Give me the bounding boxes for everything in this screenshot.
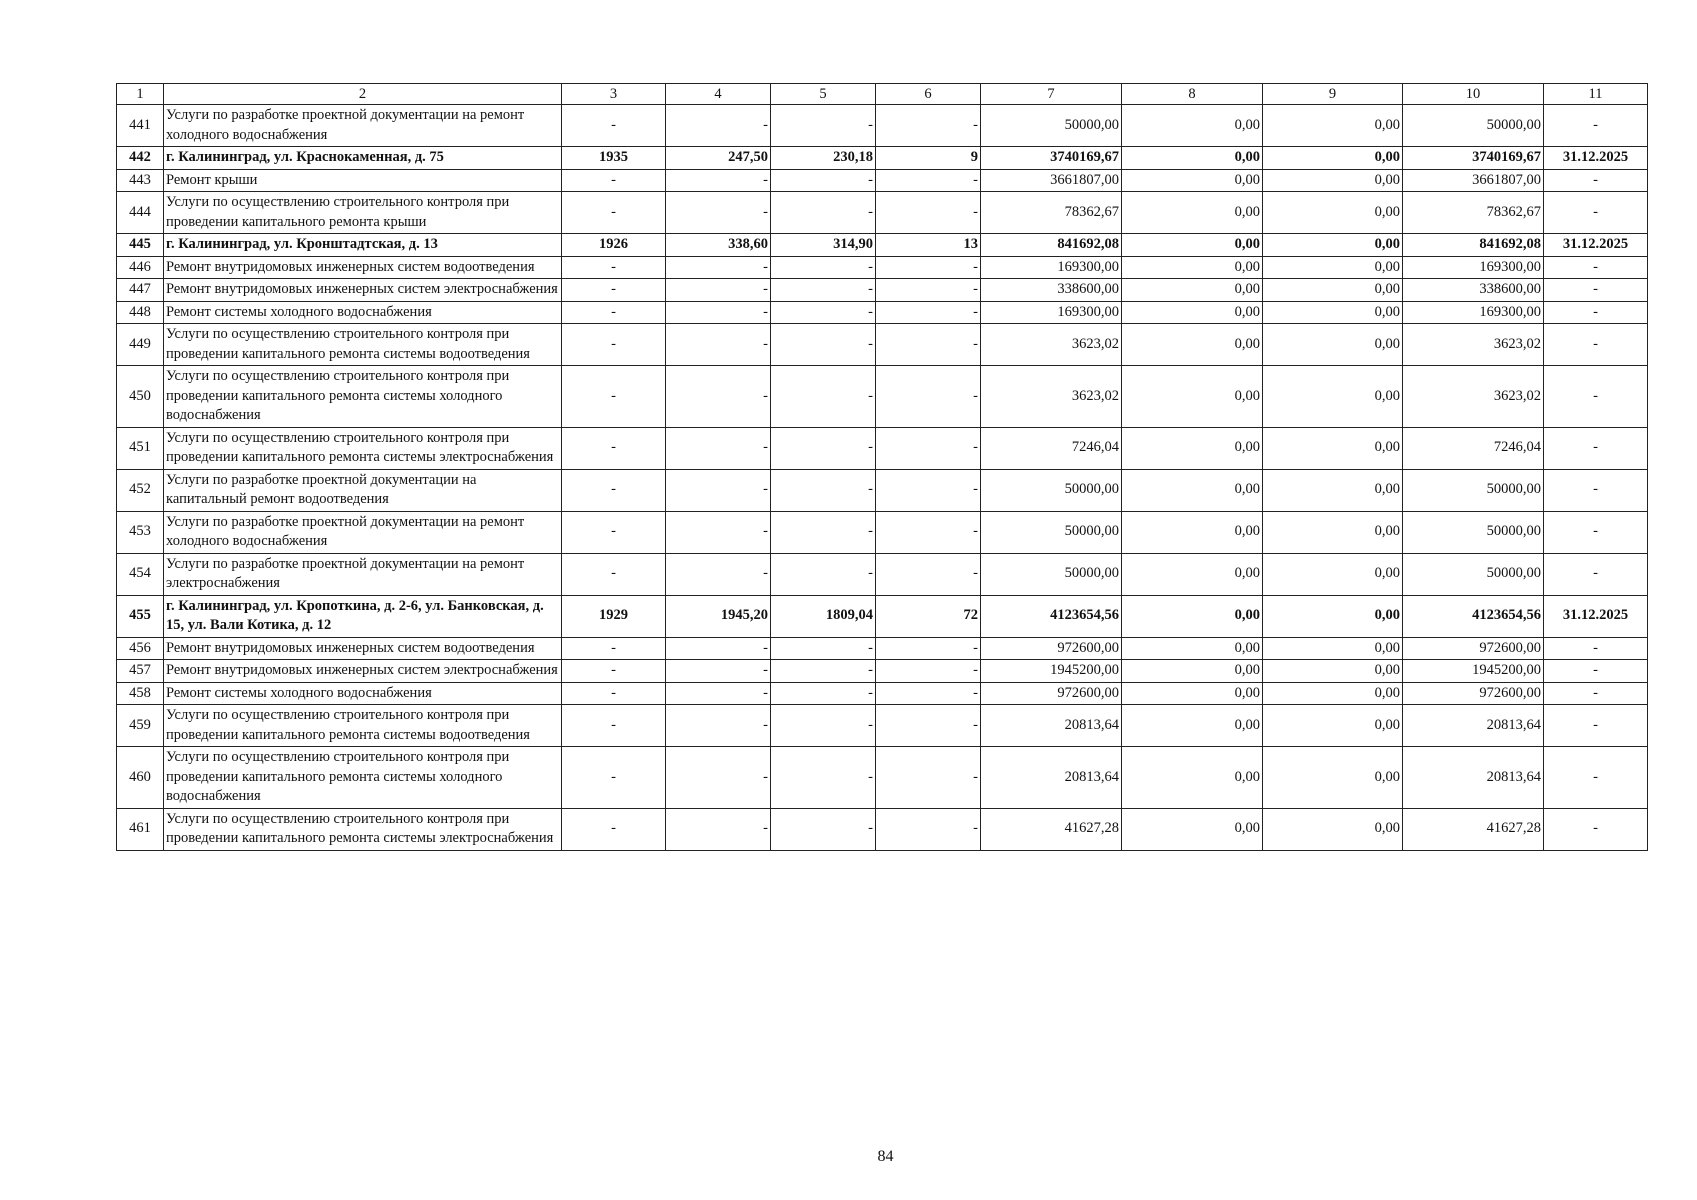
column-header: 11: [1544, 84, 1648, 105]
living-area-cell: -: [771, 808, 876, 850]
other-cost-cell: 0,00: [1263, 324, 1403, 366]
total-cost-cell: 50000,00: [981, 105, 1122, 147]
residents-cell: -: [876, 256, 981, 279]
residents-cell: -: [876, 469, 981, 511]
work-description-cell: Услуги по разработке проектной документации на ремонт холодного водоснабжения: [164, 105, 562, 147]
living-area-cell: -: [771, 427, 876, 469]
year-cell: -: [562, 808, 666, 850]
work-description-cell: Ремонт внутридомовых инженерных систем водоотведения: [164, 256, 562, 279]
year-cell: -: [562, 192, 666, 234]
fund-cost-cell: 0,00: [1122, 324, 1263, 366]
fund-cost-cell: 0,00: [1122, 234, 1263, 257]
year-cell: -: [562, 301, 666, 324]
deadline-cell: -: [1544, 105, 1648, 147]
total-area-cell: -: [666, 469, 771, 511]
fund-cost-cell: 0,00: [1122, 660, 1263, 683]
total-area-cell: -: [666, 808, 771, 850]
other-cost-cell: 0,00: [1263, 105, 1403, 147]
total-cost-cell: 7246,04: [981, 427, 1122, 469]
row-number-cell: 455: [117, 595, 164, 637]
row-number-cell: 443: [117, 169, 164, 192]
work-row: [117, 660, 1648, 683]
total-cost-cell: 1945200,00: [981, 660, 1122, 683]
year-cell: -: [562, 637, 666, 660]
deadline-cell: -: [1544, 808, 1648, 850]
owner-cost-cell: 50000,00: [1403, 469, 1544, 511]
deadline-cell: -: [1544, 169, 1648, 192]
other-cost-cell: 0,00: [1263, 660, 1403, 683]
work-description-cell: Ремонт системы холодного водоснабжения: [164, 301, 562, 324]
work-row: [117, 747, 1648, 809]
total-area-cell: -: [666, 192, 771, 234]
total-area-cell: 1945,20: [666, 595, 771, 637]
row-number-cell: 459: [117, 705, 164, 747]
column-header: 3: [562, 84, 666, 105]
owner-cost-cell: 7246,04: [1403, 427, 1544, 469]
work-description-cell: Услуги по осуществлению строительного контроля при проведении капитального ремонта системы электроснабжения: [164, 808, 562, 850]
work-description-cell: Услуги по осуществлению строительного контроля при проведении капитального ремонта системы водоотведения: [164, 705, 562, 747]
owner-cost-cell: 50000,00: [1403, 105, 1544, 147]
residents-cell: 9: [876, 147, 981, 170]
work-description-cell: Услуги по разработке проектной документации на ремонт электроснабжения: [164, 553, 562, 595]
total-cost-cell: 78362,67: [981, 192, 1122, 234]
year-cell: -: [562, 511, 666, 553]
living-area-cell: -: [771, 105, 876, 147]
row-number-cell: 460: [117, 747, 164, 809]
residents-cell: -: [876, 747, 981, 809]
column-header: 4: [666, 84, 771, 105]
repair-schedule-table: [116, 83, 1648, 851]
owner-cost-cell: 20813,64: [1403, 705, 1544, 747]
living-area-cell: -: [771, 637, 876, 660]
row-number-cell: 449: [117, 324, 164, 366]
total-cost-cell: 972600,00: [981, 682, 1122, 705]
deadline-cell: 31.12.2025: [1544, 595, 1648, 637]
row-number-cell: 456: [117, 637, 164, 660]
total-area-cell: -: [666, 705, 771, 747]
living-area-cell: -: [771, 256, 876, 279]
living-area-cell: -: [771, 192, 876, 234]
living-area-cell: -: [771, 660, 876, 683]
owner-cost-cell: 1945200,00: [1403, 660, 1544, 683]
work-row: [117, 469, 1648, 511]
residents-cell: -: [876, 660, 981, 683]
owner-cost-cell: 50000,00: [1403, 553, 1544, 595]
row-number-cell: 445: [117, 234, 164, 257]
row-number-cell: 448: [117, 301, 164, 324]
total-cost-cell: 972600,00: [981, 637, 1122, 660]
other-cost-cell: 0,00: [1263, 637, 1403, 660]
deadline-cell: 31.12.2025: [1544, 234, 1648, 257]
deadline-cell: -: [1544, 256, 1648, 279]
deadline-cell: -: [1544, 324, 1648, 366]
total-area-cell: -: [666, 256, 771, 279]
row-number-cell: 454: [117, 553, 164, 595]
residents-cell: -: [876, 279, 981, 302]
row-number-cell: 446: [117, 256, 164, 279]
work-description-cell: Услуги по осуществлению строительного контроля при проведении капитального ремонта системы электроснабжения: [164, 427, 562, 469]
fund-cost-cell: 0,00: [1122, 469, 1263, 511]
column-header: 7: [981, 84, 1122, 105]
year-cell: -: [562, 705, 666, 747]
total-area-cell: 338,60: [666, 234, 771, 257]
fund-cost-cell: 0,00: [1122, 808, 1263, 850]
living-area-cell: -: [771, 705, 876, 747]
total-cost-cell: 50000,00: [981, 469, 1122, 511]
deadline-cell: -: [1544, 301, 1648, 324]
residents-cell: -: [876, 169, 981, 192]
total-area-cell: -: [666, 660, 771, 683]
work-description-cell: Услуги по разработке проектной документации на ремонт холодного водоснабжения: [164, 511, 562, 553]
other-cost-cell: 0,00: [1263, 301, 1403, 324]
total-cost-cell: 4123654,56: [981, 595, 1122, 637]
column-header: 9: [1263, 84, 1403, 105]
other-cost-cell: 0,00: [1263, 747, 1403, 809]
total-area-cell: -: [666, 169, 771, 192]
living-area-cell: -: [771, 511, 876, 553]
year-cell: -: [562, 427, 666, 469]
work-description-cell: Услуги по разработке проектной документации на капитальный ремонт водоотведения: [164, 469, 562, 511]
residents-cell: -: [876, 301, 981, 324]
total-cost-cell: 50000,00: [981, 511, 1122, 553]
total-cost-cell: 3623,02: [981, 324, 1122, 366]
total-cost-cell: 3623,02: [981, 366, 1122, 428]
work-description-cell: Ремонт системы холодного водоснабжения: [164, 682, 562, 705]
owner-cost-cell: 20813,64: [1403, 747, 1544, 809]
other-cost-cell: 0,00: [1263, 192, 1403, 234]
total-area-cell: -: [666, 279, 771, 302]
total-area-cell: -: [666, 553, 771, 595]
year-cell: -: [562, 256, 666, 279]
owner-cost-cell: 50000,00: [1403, 511, 1544, 553]
table-body: [117, 84, 1648, 851]
residents-cell: -: [876, 553, 981, 595]
work-description-cell: Услуги по осуществлению строительного контроля при проведении капитального ремонта системы холодного водоснабжения: [164, 366, 562, 428]
other-cost-cell: 0,00: [1263, 595, 1403, 637]
column-header: 8: [1122, 84, 1263, 105]
total-area-cell: -: [666, 511, 771, 553]
fund-cost-cell: 0,00: [1122, 192, 1263, 234]
work-row: [117, 553, 1648, 595]
year-cell: -: [562, 279, 666, 302]
work-row: [117, 427, 1648, 469]
fund-cost-cell: 0,00: [1122, 279, 1263, 302]
total-area-cell: -: [666, 324, 771, 366]
year-cell: -: [562, 169, 666, 192]
fund-cost-cell: 0,00: [1122, 366, 1263, 428]
total-cost-cell: 41627,28: [981, 808, 1122, 850]
deadline-cell: -: [1544, 511, 1648, 553]
total-cost-cell: 50000,00: [981, 553, 1122, 595]
other-cost-cell: 0,00: [1263, 366, 1403, 428]
row-number-cell: 452: [117, 469, 164, 511]
work-description-cell: Услуги по осуществлению строительного контроля при проведении капитального ремонта крыши: [164, 192, 562, 234]
fund-cost-cell: 0,00: [1122, 147, 1263, 170]
work-description-cell: г. Калининград, ул. Краснокаменная, д. 75: [164, 147, 562, 170]
other-cost-cell: 0,00: [1263, 705, 1403, 747]
column-header: 6: [876, 84, 981, 105]
other-cost-cell: 0,00: [1263, 682, 1403, 705]
total-cost-cell: 3661807,00: [981, 169, 1122, 192]
year-cell: -: [562, 660, 666, 683]
other-cost-cell: 0,00: [1263, 469, 1403, 511]
owner-cost-cell: 841692,08: [1403, 234, 1544, 257]
work-description-cell: Ремонт внутридомовых инженерных систем водоотведения: [164, 637, 562, 660]
residents-cell: -: [876, 808, 981, 850]
living-area-cell: -: [771, 169, 876, 192]
residents-cell: -: [876, 427, 981, 469]
work-row: [117, 301, 1648, 324]
other-cost-cell: 0,00: [1263, 553, 1403, 595]
row-number-cell: 442: [117, 147, 164, 170]
address-row: [117, 595, 1648, 637]
year-cell: -: [562, 747, 666, 809]
row-number-cell: 444: [117, 192, 164, 234]
total-area-cell: 247,50: [666, 147, 771, 170]
owner-cost-cell: 972600,00: [1403, 682, 1544, 705]
total-cost-cell: 3740169,67: [981, 147, 1122, 170]
total-area-cell: -: [666, 105, 771, 147]
other-cost-cell: 0,00: [1263, 511, 1403, 553]
row-number-cell: 447: [117, 279, 164, 302]
year-cell: -: [562, 682, 666, 705]
living-area-cell: -: [771, 747, 876, 809]
owner-cost-cell: 78362,67: [1403, 192, 1544, 234]
column-header: 1: [117, 84, 164, 105]
total-cost-cell: 169300,00: [981, 301, 1122, 324]
work-description-cell: Ремонт внутридомовых инженерных систем электроснабжения: [164, 279, 562, 302]
row-number-cell: 451: [117, 427, 164, 469]
year-cell: -: [562, 469, 666, 511]
total-area-cell: -: [666, 747, 771, 809]
work-row: [117, 682, 1648, 705]
work-row: [117, 256, 1648, 279]
other-cost-cell: 0,00: [1263, 427, 1403, 469]
total-cost-cell: 20813,64: [981, 747, 1122, 809]
other-cost-cell: 0,00: [1263, 169, 1403, 192]
work-row: [117, 808, 1648, 850]
fund-cost-cell: 0,00: [1122, 682, 1263, 705]
total-area-cell: -: [666, 682, 771, 705]
deadline-cell: -: [1544, 469, 1648, 511]
work-row: [117, 511, 1648, 553]
deadline-cell: -: [1544, 660, 1648, 683]
row-number-cell: 441: [117, 105, 164, 147]
residents-cell: -: [876, 324, 981, 366]
owner-cost-cell: 3740169,67: [1403, 147, 1544, 170]
residents-cell: -: [876, 682, 981, 705]
column-header: 2: [164, 84, 562, 105]
deadline-cell: -: [1544, 366, 1648, 428]
owner-cost-cell: 169300,00: [1403, 301, 1544, 324]
address-row: [117, 147, 1648, 170]
owner-cost-cell: 972600,00: [1403, 637, 1544, 660]
fund-cost-cell: 0,00: [1122, 553, 1263, 595]
fund-cost-cell: 0,00: [1122, 705, 1263, 747]
owner-cost-cell: 169300,00: [1403, 256, 1544, 279]
living-area-cell: 1809,04: [771, 595, 876, 637]
work-row: [117, 105, 1648, 147]
work-row: [117, 705, 1648, 747]
living-area-cell: 230,18: [771, 147, 876, 170]
total-cost-cell: 169300,00: [981, 256, 1122, 279]
owner-cost-cell: 3623,02: [1403, 366, 1544, 428]
other-cost-cell: 0,00: [1263, 808, 1403, 850]
deadline-cell: -: [1544, 192, 1648, 234]
fund-cost-cell: 0,00: [1122, 301, 1263, 324]
row-number-cell: 450: [117, 366, 164, 428]
total-cost-cell: 20813,64: [981, 705, 1122, 747]
work-row: [117, 169, 1648, 192]
address-row: [117, 234, 1648, 257]
total-area-cell: -: [666, 301, 771, 324]
deadline-cell: -: [1544, 705, 1648, 747]
column-header: 5: [771, 84, 876, 105]
work-description-cell: Услуги по осуществлению строительного контроля при проведении капитального ремонта системы водоотведения: [164, 324, 562, 366]
owner-cost-cell: 3661807,00: [1403, 169, 1544, 192]
living-area-cell: -: [771, 279, 876, 302]
page-number: 84: [877, 1148, 894, 1165]
living-area-cell: -: [771, 682, 876, 705]
living-area-cell: -: [771, 469, 876, 511]
fund-cost-cell: 0,00: [1122, 256, 1263, 279]
work-row: [117, 192, 1648, 234]
deadline-cell: -: [1544, 682, 1648, 705]
total-area-cell: -: [666, 637, 771, 660]
residents-cell: 13: [876, 234, 981, 257]
residents-cell: -: [876, 511, 981, 553]
deadline-cell: -: [1544, 279, 1648, 302]
work-row: [117, 366, 1648, 428]
fund-cost-cell: 0,00: [1122, 511, 1263, 553]
owner-cost-cell: 3623,02: [1403, 324, 1544, 366]
fund-cost-cell: 0,00: [1122, 169, 1263, 192]
column-header: 10: [1403, 84, 1544, 105]
row-number-cell: 458: [117, 682, 164, 705]
work-description-cell: Ремонт внутридомовых инженерных систем электроснабжения: [164, 660, 562, 683]
row-number-cell: 453: [117, 511, 164, 553]
fund-cost-cell: 0,00: [1122, 427, 1263, 469]
residents-cell: -: [876, 705, 981, 747]
owner-cost-cell: 4123654,56: [1403, 595, 1544, 637]
deadline-cell: -: [1544, 637, 1648, 660]
residents-cell: 72: [876, 595, 981, 637]
total-area-cell: -: [666, 427, 771, 469]
work-description-cell: Услуги по осуществлению строительного контроля при проведении капитального ремонта системы холодного водоснабжения: [164, 747, 562, 809]
residents-cell: -: [876, 105, 981, 147]
year-cell: 1926: [562, 234, 666, 257]
living-area-cell: -: [771, 366, 876, 428]
year-cell: -: [562, 324, 666, 366]
living-area-cell: -: [771, 301, 876, 324]
total-cost-cell: 338600,00: [981, 279, 1122, 302]
deadline-cell: -: [1544, 427, 1648, 469]
column-number-row: [117, 84, 1648, 105]
living-area-cell: 314,90: [771, 234, 876, 257]
deadline-cell: -: [1544, 553, 1648, 595]
owner-cost-cell: 41627,28: [1403, 808, 1544, 850]
living-area-cell: -: [771, 324, 876, 366]
residents-cell: -: [876, 192, 981, 234]
owner-cost-cell: 338600,00: [1403, 279, 1544, 302]
residents-cell: -: [876, 366, 981, 428]
fund-cost-cell: 0,00: [1122, 105, 1263, 147]
work-description-cell: г. Калининград, ул. Кропоткина, д. 2-6, ул. Банковская, д. 15, ул. Вали Котика, д. 12: [164, 595, 562, 637]
row-number-cell: 457: [117, 660, 164, 683]
year-cell: -: [562, 105, 666, 147]
total-area-cell: -: [666, 366, 771, 428]
year-cell: 1935: [562, 147, 666, 170]
year-cell: -: [562, 366, 666, 428]
year-cell: -: [562, 553, 666, 595]
deadline-cell: -: [1544, 747, 1648, 809]
work-row: [117, 324, 1648, 366]
other-cost-cell: 0,00: [1263, 256, 1403, 279]
work-row: [117, 279, 1648, 302]
total-cost-cell: 841692,08: [981, 234, 1122, 257]
living-area-cell: -: [771, 553, 876, 595]
fund-cost-cell: 0,00: [1122, 637, 1263, 660]
work-row: [117, 637, 1648, 660]
residents-cell: -: [876, 637, 981, 660]
other-cost-cell: 0,00: [1263, 147, 1403, 170]
other-cost-cell: 0,00: [1263, 234, 1403, 257]
fund-cost-cell: 0,00: [1122, 595, 1263, 637]
deadline-cell: 31.12.2025: [1544, 147, 1648, 170]
row-number-cell: 461: [117, 808, 164, 850]
work-description-cell: г. Калининград, ул. Кронштадтская, д. 13: [164, 234, 562, 257]
year-cell: 1929: [562, 595, 666, 637]
work-description-cell: Ремонт крыши: [164, 169, 562, 192]
other-cost-cell: 0,00: [1263, 279, 1403, 302]
fund-cost-cell: 0,00: [1122, 747, 1263, 809]
